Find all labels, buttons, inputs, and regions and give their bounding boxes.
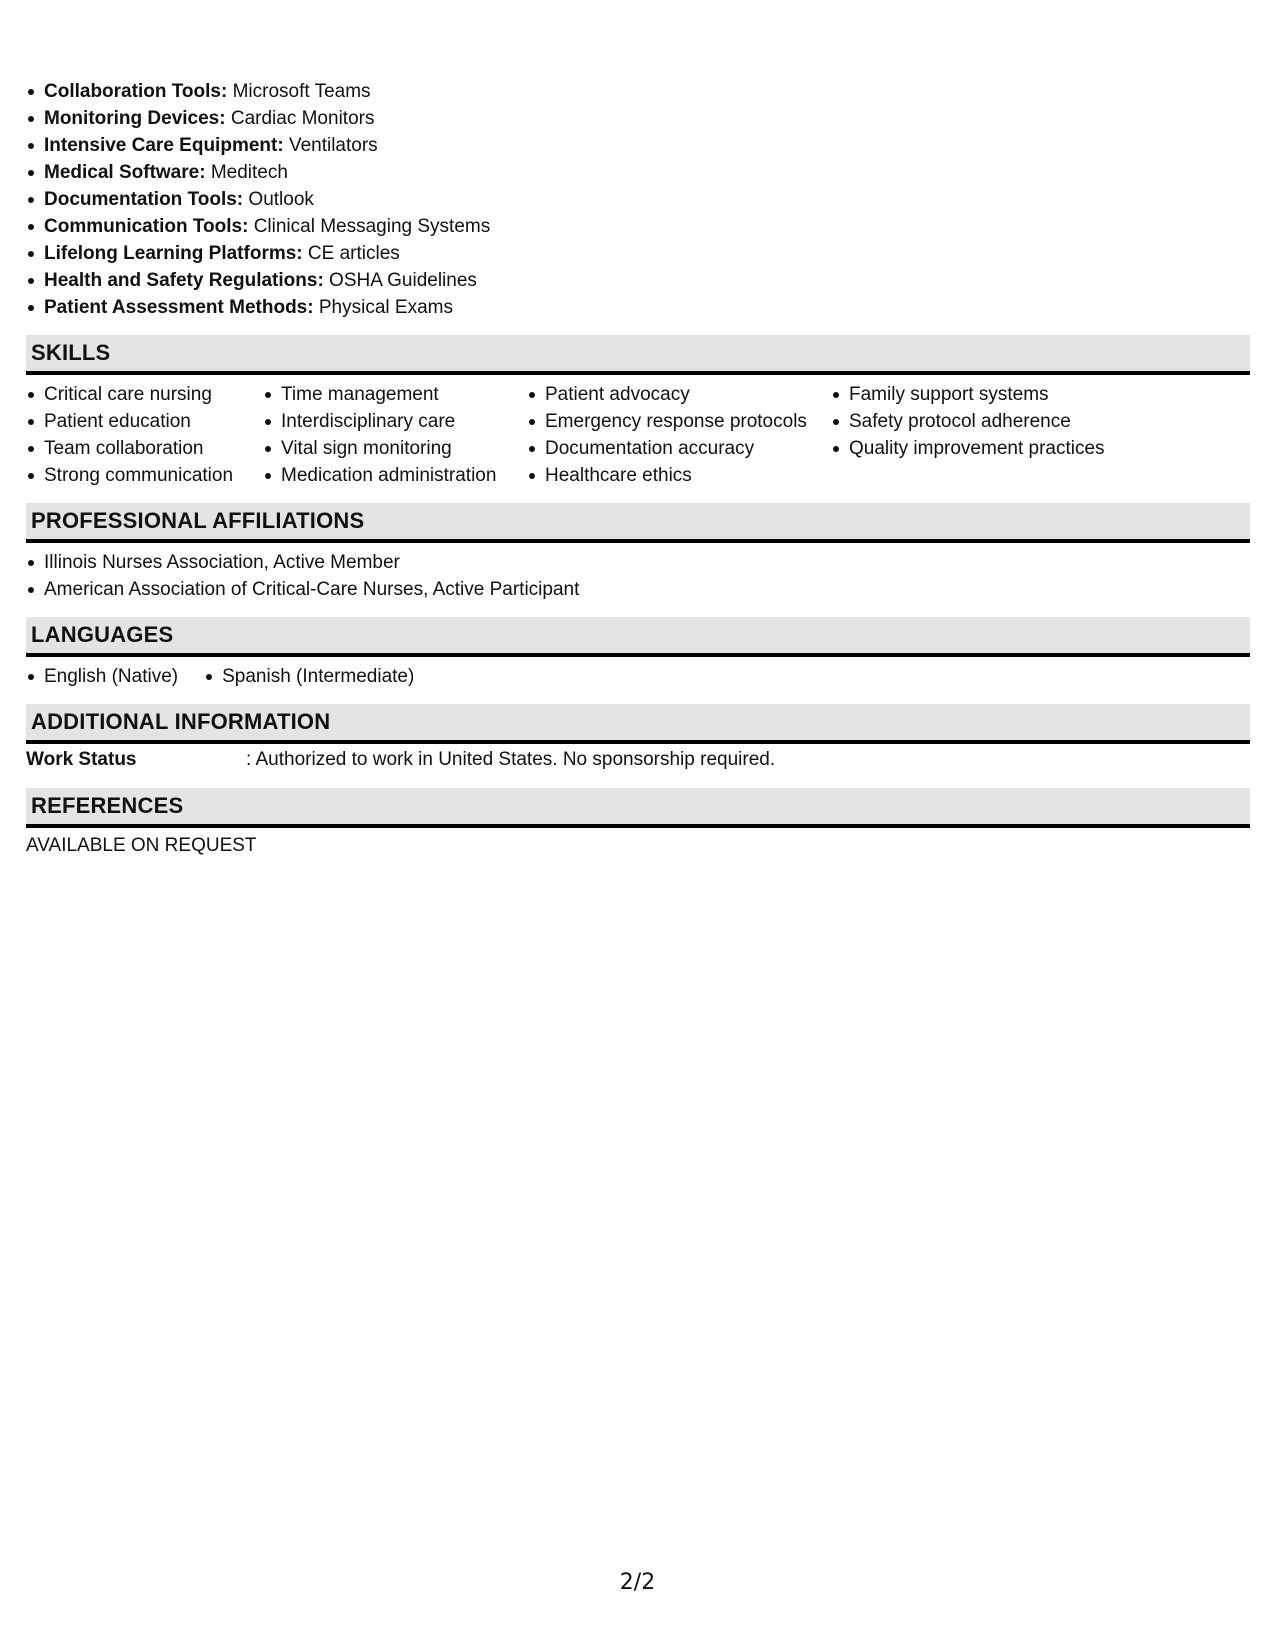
section-title: ADDITIONAL INFORMATION: [31, 709, 331, 734]
language-item: Spanish (Intermediate): [204, 663, 414, 690]
tool-label: Lifelong Learning Platforms:: [44, 243, 303, 264]
tools-list: [26, 78, 1250, 321]
tool-label: Collaboration Tools:: [44, 81, 228, 102]
skills-section-header: [26, 335, 1250, 375]
section-title: LANGUAGES: [31, 622, 174, 647]
skills-column: [831, 381, 1131, 489]
tool-item: [26, 240, 1250, 267]
work-status-row: [26, 744, 1250, 774]
tool-label: Monitoring Devices:: [44, 108, 226, 129]
additional-info-section-header: [26, 704, 1250, 744]
tool-value: Ventilators: [283, 135, 378, 156]
tool-value: CE articles: [302, 243, 400, 264]
affiliations-section-header: [26, 503, 1250, 543]
page-number: 2/2: [619, 1570, 656, 1595]
skill-item: Team collaboration: [26, 435, 263, 462]
work-status-value: : Authorized to work in United States. No sponsorship required.: [246, 749, 776, 770]
skill-item: Family support systems: [831, 381, 1131, 408]
skill-item: Documentation accuracy: [527, 435, 831, 462]
skill-item: Quality improvement practices: [831, 435, 1131, 462]
tool-label: Communication Tools:: [44, 216, 249, 237]
tool-value: Clinical Messaging Systems: [248, 216, 491, 237]
skill-item: Critical care nursing: [26, 381, 263, 408]
tool-label: Documentation Tools:: [44, 189, 244, 210]
tool-value: Outlook: [243, 189, 314, 210]
language-item: English (Native): [26, 663, 178, 690]
tool-item: [26, 78, 1250, 105]
skill-item: Medication administration: [263, 462, 527, 489]
tool-label: Intensive Care Equipment:: [44, 135, 284, 156]
languages-list: [26, 657, 1250, 690]
tool-item: [26, 105, 1250, 132]
tool-item: [26, 186, 1250, 213]
tool-item: [26, 213, 1250, 240]
skill-item: Emergency response protocols: [527, 408, 831, 435]
tool-value: Meditech: [205, 162, 288, 183]
tool-item: [26, 294, 1250, 321]
skill-item: Strong communication: [26, 462, 263, 489]
section-title: SKILLS: [31, 340, 111, 365]
skills-grid: [26, 375, 1250, 489]
skills-column: [263, 381, 527, 489]
skill-item: Vital sign monitoring: [263, 435, 527, 462]
tool-value: OSHA Guidelines: [323, 270, 477, 291]
affiliation-item: Illinois Nurses Association, Active Member: [26, 549, 1250, 576]
resume-page: [26, 78, 1250, 860]
tool-value: Physical Exams: [313, 297, 453, 318]
tool-item: [26, 132, 1250, 159]
tool-value: Cardiac Monitors: [225, 108, 375, 129]
work-status-label: Work Status: [26, 749, 137, 770]
affiliations-list: [26, 543, 1250, 603]
section-title: PROFESSIONAL AFFILIATIONS: [31, 508, 365, 533]
tool-item: [26, 159, 1250, 186]
references-text: AVAILABLE ON REQUEST: [26, 835, 257, 856]
tool-item: [26, 267, 1250, 294]
skill-item: Patient education: [26, 408, 263, 435]
section-title: REFERENCES: [31, 793, 184, 818]
skill-item: Time management: [263, 381, 527, 408]
skill-item: Safety protocol adherence: [831, 408, 1131, 435]
tool-label: Medical Software:: [44, 162, 206, 183]
languages-section-header: [26, 617, 1250, 657]
references-section-header: [26, 788, 1250, 828]
skills-column: [527, 381, 831, 489]
tool-label: Patient Assessment Methods:: [44, 297, 314, 318]
skills-column: [26, 381, 263, 489]
skill-item: Patient advocacy: [527, 381, 831, 408]
tool-label: Health and Safety Regulations:: [44, 270, 324, 291]
affiliation-item: American Association of Critical-Care Nurses, Active Participant: [26, 576, 1250, 603]
tool-value: Microsoft Teams: [227, 81, 371, 102]
skill-item: Interdisciplinary care: [263, 408, 527, 435]
skill-item: Healthcare ethics: [527, 462, 831, 489]
